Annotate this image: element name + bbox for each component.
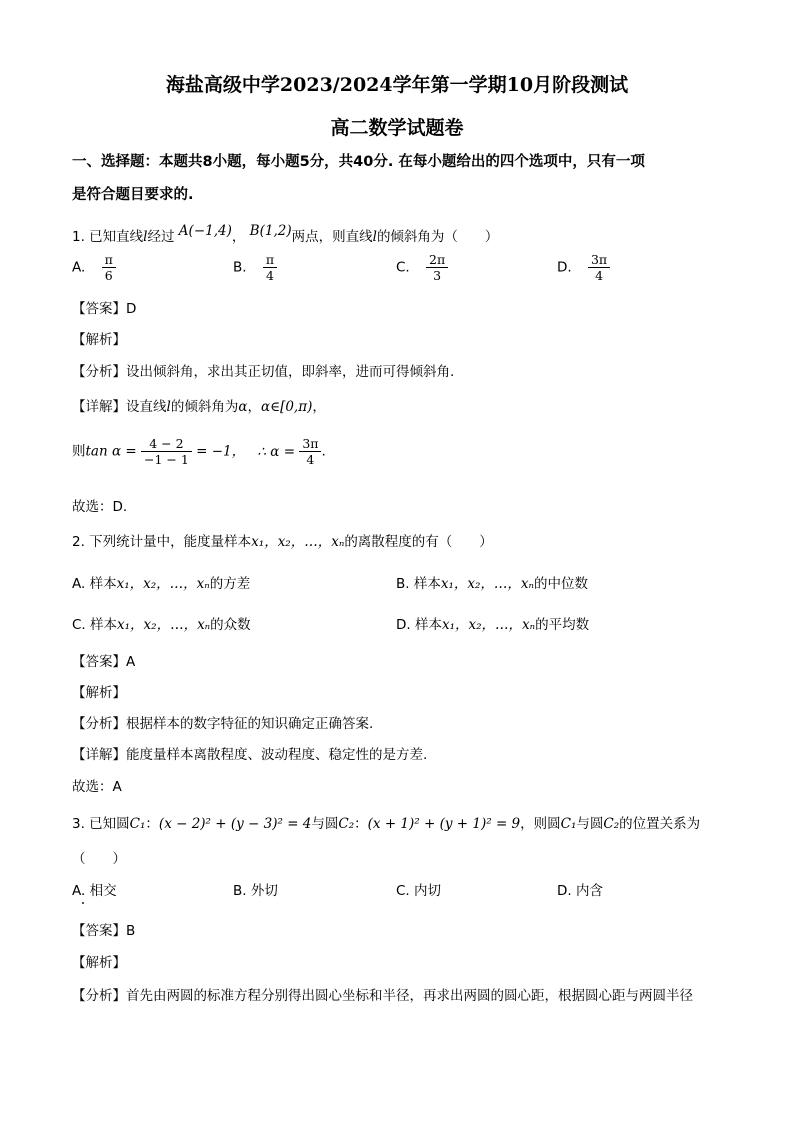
- q1-option-b: B. $\frac{\pi}{4}$: [233, 252, 277, 283]
- q3-option-a: A. 相交: [72, 883, 117, 899]
- q3-paren: （ ）: [72, 851, 126, 867]
- q1-answer: 【答案】D: [72, 301, 137, 317]
- section-heading-line1: 一、选择题：本题共8小题，每小题5分，共40分. 在每小题给出的四个选项中，只有一项: [72, 154, 645, 170]
- q3-fenxi: 【分析】首先由两圆的标准方程分别得出圆心坐标和半径，再求出两圆的圆心距，根据圆心距与两圆半径: [72, 988, 693, 1004]
- q2-conclusion: 故选：A: [72, 779, 122, 795]
- q3-stem: 3. 已知圆C₁：(x − 2)² + (y − 3)² = 4与圆C₂：(x + 1)² + (y + 1)² = 9，则圆C₁与圆C₂的位置关系为: [72, 816, 701, 832]
- q1-option-c: C. $\frac{2\pi}{3}$: [396, 252, 448, 283]
- q2-fenxi: 【分析】根据样本的数字特征的知识确定正确答案.: [72, 716, 374, 732]
- section-heading-line2: 是符合题目要求的.: [72, 187, 194, 203]
- q2-analysis-label: 【解析】: [72, 685, 126, 701]
- q1-option-a: A. $\frac{\pi}{6}$: [72, 252, 116, 283]
- exam-subtitle: 高二数学试题卷: [330, 117, 464, 139]
- q1-detail: 【详解】设直线l的倾斜角为α，α∈[0,π)，: [72, 399, 326, 415]
- q1-stem: 1. 已知直线l经过 A(−1,4)， B(1,2)两点，则直线l的倾斜角为（ ）: [72, 223, 499, 245]
- exam-title: 海盐高级中学2023/2024学年第一学期10月阶段测试: [165, 74, 629, 96]
- q1-conclusion: 故选：D.: [72, 499, 128, 515]
- q2-option-c: C. 样本x₁，x₂，…，xₙ的众数: [72, 617, 251, 633]
- q1-fenxi: 【分析】设出倾斜角，求出其正切值，即斜率，进而可得倾斜角.: [72, 364, 455, 380]
- q3-option-d: D. 内含: [557, 883, 603, 899]
- q3-option-c: C. 内切: [396, 883, 442, 899]
- q3-option-b: B. 外切: [233, 883, 278, 899]
- q2-answer: 【答案】A: [72, 654, 136, 670]
- q2-stem: 2. 下列统计量中，能度量样本x₁，x₂，…，xₙ的离散程度的有（ ）: [72, 534, 493, 550]
- q3-answer: 【答案】B: [72, 923, 136, 939]
- q1-point-b: B(1,2): [249, 223, 292, 239]
- q2-option-b: B. 样本x₁，x₂，…，xₙ的中位数: [396, 576, 588, 592]
- q1-calculation: 则tan α = $\frac{4 - 2}{-1 - 1}$ = −1， ∴ α = $\frac{3\pi}{4}$ .: [72, 436, 326, 467]
- q2-detail: 【详解】能度量样本离散程度、波动程度、稳定性的是方差.: [72, 747, 428, 763]
- q1-analysis-label: 【解析】: [72, 332, 126, 348]
- q2-option-a: A. 样本x₁，x₂，…，xₙ的方差: [72, 576, 251, 592]
- q3-analysis-label: 【解析】: [72, 955, 126, 971]
- q2-option-d: D. 样本x₁，x₂，…，xₙ的平均数: [396, 617, 590, 633]
- q1-point-a: A(−1,4): [178, 223, 232, 239]
- q1-option-d: D. $\frac{3\pi}{4}$: [557, 252, 610, 283]
- stray-mark: [82, 902, 84, 904]
